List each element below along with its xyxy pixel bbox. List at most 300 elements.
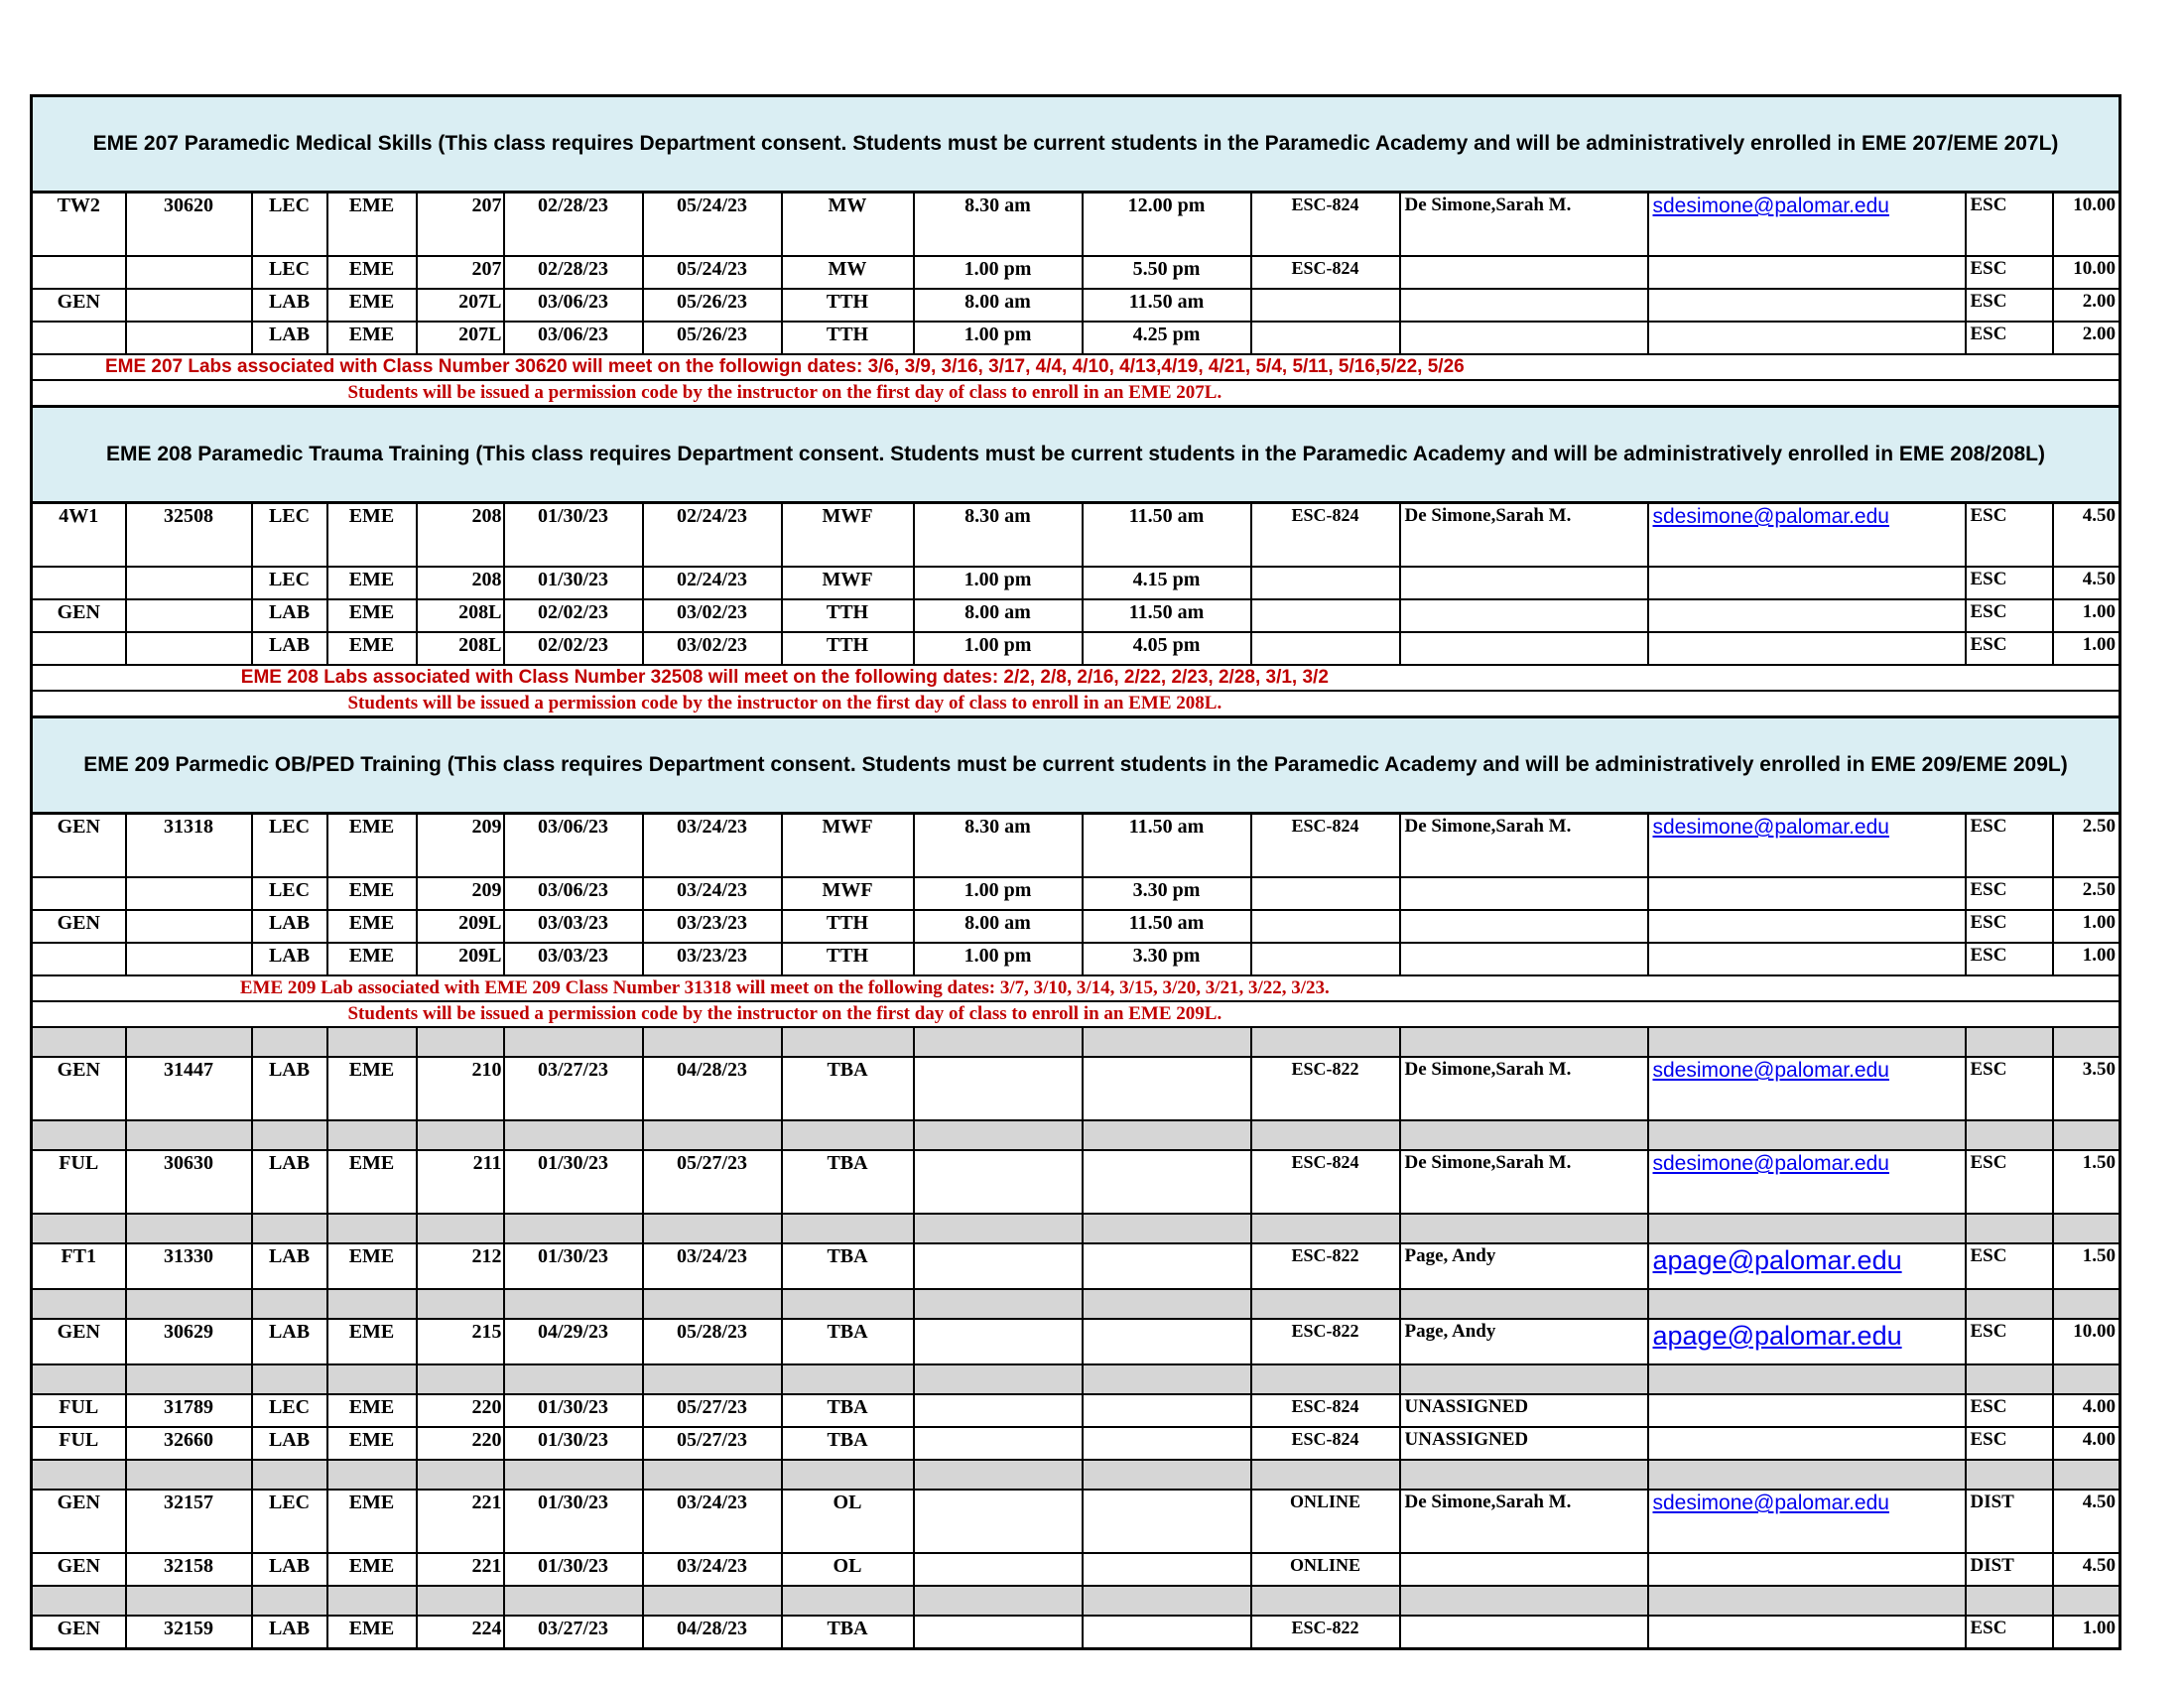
spacer-cell bbox=[1083, 1027, 1251, 1057]
cell-days: MWF bbox=[782, 567, 914, 599]
cell-units: 2.00 bbox=[2053, 289, 2120, 322]
email-link[interactable]: sdesimone@palomar.edu bbox=[1652, 1152, 1889, 1175]
cell-days: MW bbox=[782, 256, 914, 289]
cell-end_time bbox=[1083, 1427, 1251, 1460]
cell-end_date: 02/24/23 bbox=[643, 567, 782, 599]
cell-campus: ESC bbox=[1966, 193, 2053, 257]
cell-email bbox=[1648, 1490, 1966, 1553]
cell-instructor bbox=[1400, 877, 1648, 910]
cell-start_time: 1.00 pm bbox=[914, 943, 1083, 975]
section-header: EME 209 Parmedic OB/PED Training (This class requires Department consent. Students must be current students in the Paramedic Academy and will be administratively enrolled in EME 209/EME 209L) bbox=[32, 717, 2120, 814]
spacer-cell bbox=[417, 1120, 504, 1150]
cell-days: TTH bbox=[782, 289, 914, 322]
note-row bbox=[32, 1001, 2120, 1027]
class-row bbox=[32, 1553, 2120, 1586]
cell-start_date: 01/30/23 bbox=[504, 1394, 643, 1427]
cell-session bbox=[32, 877, 126, 910]
cell-campus: ESC bbox=[1966, 1394, 2053, 1427]
cell-class_number: 32158 bbox=[126, 1553, 252, 1586]
class-row bbox=[32, 503, 2120, 568]
spacer-row bbox=[32, 1289, 2120, 1319]
cell-end_date: 05/26/23 bbox=[643, 322, 782, 354]
spacer-cell bbox=[782, 1289, 914, 1319]
spacer-row bbox=[32, 1120, 2120, 1150]
cell-class_number bbox=[126, 943, 252, 975]
spacer-cell bbox=[2053, 1364, 2120, 1394]
cell-course: 215 bbox=[417, 1319, 504, 1364]
cell-start_date: 03/06/23 bbox=[504, 289, 643, 322]
cell-end_time: 4.25 pm bbox=[1083, 322, 1251, 354]
cell-dept: EME bbox=[327, 1150, 417, 1214]
cell-instructor bbox=[1400, 910, 1648, 943]
cell-end_time bbox=[1083, 1553, 1251, 1586]
spacer-cell bbox=[32, 1027, 126, 1057]
note-text: EME 209 Lab associated with EME 209 Class Number 31318 will meet on the following dates: 3/7, 3/10, 3/14, 3/15, 3/20, 3/21, 3/22, 3/23. bbox=[239, 977, 1330, 998]
cell-class_number bbox=[126, 567, 252, 599]
cell-days: TTH bbox=[782, 599, 914, 632]
class-row bbox=[32, 877, 2120, 910]
cell-dept: EME bbox=[327, 567, 417, 599]
cell-start_time bbox=[914, 1490, 1083, 1553]
spacer-cell bbox=[1400, 1586, 1648, 1616]
cell-start_date: 03/03/23 bbox=[504, 910, 643, 943]
cell-start_time: 1.00 pm bbox=[914, 567, 1083, 599]
cell-units: 10.00 bbox=[2053, 256, 2120, 289]
spacer-cell bbox=[32, 1460, 126, 1490]
cell-start_time: 8.00 am bbox=[914, 910, 1083, 943]
cell-days: TTH bbox=[782, 943, 914, 975]
spacer-cell bbox=[914, 1289, 1083, 1319]
spacer-cell bbox=[417, 1586, 504, 1616]
spacer-cell bbox=[643, 1214, 782, 1243]
spacer-cell bbox=[643, 1027, 782, 1057]
spacer-cell bbox=[914, 1027, 1083, 1057]
class-row bbox=[32, 567, 2120, 599]
cell-class_number bbox=[126, 910, 252, 943]
cell-type: LAB bbox=[252, 1427, 327, 1460]
spacer-cell bbox=[1083, 1586, 1251, 1616]
cell-session: GEN bbox=[32, 1057, 126, 1120]
cell-end_date: 05/27/23 bbox=[643, 1427, 782, 1460]
spacer-cell bbox=[327, 1027, 417, 1057]
cell-session bbox=[32, 567, 126, 599]
cell-end_date: 03/23/23 bbox=[643, 943, 782, 975]
cell-campus: ESC bbox=[1966, 943, 2053, 975]
cell-units: 1.00 bbox=[2053, 1616, 2120, 1649]
cell-start_date: 01/30/23 bbox=[504, 1243, 643, 1289]
spacer-cell bbox=[1648, 1460, 1966, 1490]
cell-start_date: 03/06/23 bbox=[504, 322, 643, 354]
cell-days: MWF bbox=[782, 877, 914, 910]
cell-start_date: 03/03/23 bbox=[504, 943, 643, 975]
cell-start_date: 02/28/23 bbox=[504, 256, 643, 289]
cell-units: 10.00 bbox=[2053, 1319, 2120, 1364]
cell-instructor: De Simone,Sarah M. bbox=[1400, 1490, 1648, 1553]
cell-room bbox=[1251, 632, 1400, 665]
cell-start_date: 01/30/23 bbox=[504, 567, 643, 599]
cell-instructor: De Simone,Sarah M. bbox=[1400, 193, 1648, 257]
cell-class_number bbox=[126, 632, 252, 665]
cell-dept: EME bbox=[327, 599, 417, 632]
spacer-cell bbox=[504, 1586, 643, 1616]
spacer-cell bbox=[32, 1120, 126, 1150]
cell-start_time bbox=[914, 1616, 1083, 1649]
spacer-cell bbox=[914, 1214, 1083, 1243]
cell-class_number bbox=[126, 289, 252, 322]
cell-email bbox=[1648, 943, 1966, 975]
cell-units: 1.50 bbox=[2053, 1150, 2120, 1214]
cell-instructor bbox=[1400, 943, 1648, 975]
cell-type: LAB bbox=[252, 1150, 327, 1214]
cell-dept: EME bbox=[327, 1319, 417, 1364]
cell-session: FUL bbox=[32, 1427, 126, 1460]
cell-course: 207 bbox=[417, 193, 504, 257]
cell-email bbox=[1648, 322, 1966, 354]
cell-course: 212 bbox=[417, 1243, 504, 1289]
cell-instructor bbox=[1400, 567, 1648, 599]
cell-start_date: 02/02/23 bbox=[504, 632, 643, 665]
note-row bbox=[32, 665, 2120, 691]
cell-session: FUL bbox=[32, 1394, 126, 1427]
cell-start_date: 04/29/23 bbox=[504, 1319, 643, 1364]
cell-course: 208 bbox=[417, 503, 504, 568]
cell-units: 4.50 bbox=[2053, 503, 2120, 568]
cell-start_time: 8.00 am bbox=[914, 289, 1083, 322]
spacer-row bbox=[32, 1364, 2120, 1394]
cell-start_time: 1.00 pm bbox=[914, 632, 1083, 665]
cell-session bbox=[32, 632, 126, 665]
cell-end_date: 04/28/23 bbox=[643, 1057, 782, 1120]
email-link[interactable]: sdesimone@palomar.edu bbox=[1652, 505, 1889, 528]
spacer-cell bbox=[252, 1120, 327, 1150]
section-header: EME 207 Paramedic Medical Skills (This class requires Department consent. Students must be current students in the Paramedic Academy and will be administratively enrolled in EME 207/EME 207L) bbox=[32, 96, 2120, 193]
cell-session: GEN bbox=[32, 599, 126, 632]
spacer-row bbox=[32, 1586, 2120, 1616]
spacer-cell bbox=[2053, 1214, 2120, 1243]
spacer-row bbox=[32, 1027, 2120, 1057]
email-link[interactable]: sdesimone@palomar.edu bbox=[1652, 195, 1889, 217]
cell-type: LEC bbox=[252, 814, 327, 878]
class-row bbox=[32, 632, 2120, 665]
schedule-table bbox=[30, 94, 2121, 1650]
spacer-cell bbox=[32, 1214, 126, 1243]
cell-days: OL bbox=[782, 1490, 914, 1553]
spacer-cell bbox=[1648, 1289, 1966, 1319]
cell-dept: EME bbox=[327, 1394, 417, 1427]
cell-email bbox=[1648, 1394, 1966, 1427]
cell-start_time: 8.30 am bbox=[914, 503, 1083, 568]
cell-room bbox=[1251, 910, 1400, 943]
spacer-cell bbox=[504, 1364, 643, 1394]
cell-dept: EME bbox=[327, 503, 417, 568]
cell-session bbox=[32, 256, 126, 289]
cell-email bbox=[1648, 1427, 1966, 1460]
cell-session: GEN bbox=[32, 289, 126, 322]
note-cell bbox=[32, 380, 2120, 407]
class-row bbox=[32, 814, 2120, 878]
email-link[interactable]: sdesimone@palomar.edu bbox=[1652, 1492, 1889, 1514]
cell-session: GEN bbox=[32, 1553, 126, 1586]
cell-end_time bbox=[1083, 1616, 1251, 1649]
cell-end_time: 3.30 pm bbox=[1083, 877, 1251, 910]
spacer-cell bbox=[252, 1364, 327, 1394]
cell-end_date: 05/24/23 bbox=[643, 193, 782, 257]
spacer-cell bbox=[1648, 1120, 1966, 1150]
cell-instructor: De Simone,Sarah M. bbox=[1400, 1150, 1648, 1214]
cell-campus: ESC bbox=[1966, 1243, 2053, 1289]
class-row bbox=[32, 1427, 2120, 1460]
cell-room bbox=[1251, 567, 1400, 599]
cell-room: ONLINE bbox=[1251, 1490, 1400, 1553]
cell-campus: DIST bbox=[1966, 1490, 2053, 1553]
spacer-cell bbox=[504, 1120, 643, 1150]
cell-end_time: 11.50 am bbox=[1083, 599, 1251, 632]
cell-days: TBA bbox=[782, 1319, 914, 1364]
cell-room: ONLINE bbox=[1251, 1553, 1400, 1586]
spacer-cell bbox=[643, 1364, 782, 1394]
spacer-cell bbox=[2053, 1027, 2120, 1057]
cell-email bbox=[1648, 503, 1966, 568]
cell-class_number: 30620 bbox=[126, 193, 252, 257]
class-row bbox=[32, 599, 2120, 632]
spacer-cell bbox=[1648, 1586, 1966, 1616]
cell-start_time: 8.30 am bbox=[914, 814, 1083, 878]
spacer-cell bbox=[1400, 1214, 1648, 1243]
cell-room: ESC-824 bbox=[1251, 1394, 1400, 1427]
spacer-cell bbox=[1966, 1027, 2053, 1057]
cell-campus: ESC bbox=[1966, 322, 2053, 354]
cell-units: 2.50 bbox=[2053, 814, 2120, 878]
cell-instructor: UNASSIGNED bbox=[1400, 1427, 1648, 1460]
cell-type: LAB bbox=[252, 943, 327, 975]
cell-start_date: 01/30/23 bbox=[504, 503, 643, 568]
cell-dept: EME bbox=[327, 814, 417, 878]
cell-course: 207L bbox=[417, 289, 504, 322]
cell-units: 4.50 bbox=[2053, 1490, 2120, 1553]
cell-instructor: UNASSIGNED bbox=[1400, 1394, 1648, 1427]
spacer-cell bbox=[126, 1214, 252, 1243]
cell-course: 209L bbox=[417, 910, 504, 943]
note-text: EME 207 Labs associated with Class Number 30620 will meet on the followign dates: 3/6, 3/9, 3/16, 3/17, 4/4, 4/10, 4/13,4/19, 4/21, 5/4, 5/11, 5/16,5/22, 5/26 bbox=[104, 356, 1465, 377]
spacer-cell bbox=[417, 1289, 504, 1319]
spacer-cell bbox=[126, 1364, 252, 1394]
cell-start_date: 01/30/23 bbox=[504, 1490, 643, 1553]
cell-class_number bbox=[126, 877, 252, 910]
cell-start_time bbox=[914, 1427, 1083, 1460]
cell-start_time: 8.00 am bbox=[914, 599, 1083, 632]
cell-end_time: 3.30 pm bbox=[1083, 943, 1251, 975]
cell-session: GEN bbox=[32, 814, 126, 878]
spacer-cell bbox=[327, 1120, 417, 1150]
spacer-cell bbox=[1400, 1027, 1648, 1057]
cell-end_time bbox=[1083, 1319, 1251, 1364]
cell-type: LAB bbox=[252, 910, 327, 943]
cell-start_time: 1.00 pm bbox=[914, 256, 1083, 289]
spacer-cell bbox=[1251, 1586, 1400, 1616]
cell-start_time bbox=[914, 1553, 1083, 1586]
cell-email bbox=[1648, 1057, 1966, 1120]
spacer-cell bbox=[327, 1364, 417, 1394]
cell-room bbox=[1251, 877, 1400, 910]
cell-email bbox=[1648, 910, 1966, 943]
spacer-cell bbox=[32, 1364, 126, 1394]
cell-start_time bbox=[914, 1243, 1083, 1289]
cell-days: TBA bbox=[782, 1394, 914, 1427]
cell-campus: ESC bbox=[1966, 910, 2053, 943]
cell-units: 1.00 bbox=[2053, 943, 2120, 975]
spacer-cell bbox=[1251, 1364, 1400, 1394]
note-row bbox=[32, 975, 2120, 1001]
cell-days: MW bbox=[782, 193, 914, 257]
cell-class_number: 31789 bbox=[126, 1394, 252, 1427]
email-link[interactable]: sdesimone@palomar.edu bbox=[1652, 816, 1889, 839]
cell-instructor bbox=[1400, 256, 1648, 289]
spacer-cell bbox=[252, 1586, 327, 1616]
spacer-cell bbox=[914, 1120, 1083, 1150]
cell-dept: EME bbox=[327, 943, 417, 975]
cell-units: 2.50 bbox=[2053, 877, 2120, 910]
cell-end_date: 04/28/23 bbox=[643, 1616, 782, 1649]
note-row bbox=[32, 354, 2120, 380]
spacer-cell bbox=[1966, 1460, 2053, 1490]
spacer-cell bbox=[1966, 1364, 2053, 1394]
spacer-cell bbox=[1966, 1586, 2053, 1616]
cell-type: LAB bbox=[252, 1319, 327, 1364]
spacer-cell bbox=[1251, 1120, 1400, 1150]
cell-units: 10.00 bbox=[2053, 193, 2120, 257]
cell-start_time bbox=[914, 1150, 1083, 1214]
cell-units: 2.00 bbox=[2053, 322, 2120, 354]
cell-campus: ESC bbox=[1966, 814, 2053, 878]
cell-room: ESC-824 bbox=[1251, 1150, 1400, 1214]
cell-course: 224 bbox=[417, 1616, 504, 1649]
cell-campus: ESC bbox=[1966, 1616, 2053, 1649]
spacer-cell bbox=[252, 1460, 327, 1490]
cell-session bbox=[32, 943, 126, 975]
cell-class_number: 31447 bbox=[126, 1057, 252, 1120]
cell-end_time: 5.50 pm bbox=[1083, 256, 1251, 289]
cell-end_date: 05/24/23 bbox=[643, 256, 782, 289]
note-text: EME 208 Labs associated with Class Number 32508 will meet on the following dates: 2/2, 2/8, 2/16, 2/22, 2/23, 2/28, 3/1, 3/2 bbox=[240, 667, 1329, 688]
cell-room: ESC-822 bbox=[1251, 1616, 1400, 1649]
cell-end_date: 03/24/23 bbox=[643, 1553, 782, 1586]
cell-end_date: 03/23/23 bbox=[643, 910, 782, 943]
class-row bbox=[32, 1057, 2120, 1120]
cell-dept: EME bbox=[327, 877, 417, 910]
cell-campus: ESC bbox=[1966, 599, 2053, 632]
cell-units: 4.00 bbox=[2053, 1394, 2120, 1427]
class-row bbox=[32, 1319, 2120, 1364]
cell-days: MWF bbox=[782, 814, 914, 878]
spacer-cell bbox=[1083, 1460, 1251, 1490]
cell-campus: ESC bbox=[1966, 877, 2053, 910]
cell-room: ESC-824 bbox=[1251, 256, 1400, 289]
spacer-row bbox=[32, 1460, 2120, 1490]
cell-course: 208 bbox=[417, 567, 504, 599]
cell-end_time bbox=[1083, 1394, 1251, 1427]
email-link[interactable]: apage@palomar.edu bbox=[1652, 1321, 1902, 1351]
cell-days: TTH bbox=[782, 632, 914, 665]
cell-type: LAB bbox=[252, 1616, 327, 1649]
spacer-cell bbox=[327, 1586, 417, 1616]
cell-email bbox=[1648, 599, 1966, 632]
cell-start_time bbox=[914, 1394, 1083, 1427]
email-link[interactable]: apage@palomar.edu bbox=[1652, 1245, 1902, 1275]
spacer-cell bbox=[327, 1214, 417, 1243]
class-row bbox=[32, 910, 2120, 943]
cell-end_time: 11.50 am bbox=[1083, 910, 1251, 943]
cell-campus: ESC bbox=[1966, 1150, 2053, 1214]
spacer-cell bbox=[643, 1120, 782, 1150]
cell-class_number bbox=[126, 256, 252, 289]
cell-dept: EME bbox=[327, 910, 417, 943]
spacer-cell bbox=[782, 1214, 914, 1243]
cell-end_time: 11.50 am bbox=[1083, 289, 1251, 322]
cell-instructor bbox=[1400, 289, 1648, 322]
cell-type: LEC bbox=[252, 193, 327, 257]
spacer-cell bbox=[126, 1586, 252, 1616]
cell-campus: ESC bbox=[1966, 256, 2053, 289]
cell-start_time: 1.00 pm bbox=[914, 877, 1083, 910]
spacer-cell bbox=[1400, 1120, 1648, 1150]
cell-room: ESC-824 bbox=[1251, 1427, 1400, 1460]
class-row bbox=[32, 1394, 2120, 1427]
cell-units: 1.00 bbox=[2053, 632, 2120, 665]
spacer-cell bbox=[914, 1460, 1083, 1490]
cell-units: 4.50 bbox=[2053, 567, 2120, 599]
cell-end_date: 03/24/23 bbox=[643, 814, 782, 878]
spacer-cell bbox=[1400, 1460, 1648, 1490]
spacer-cell bbox=[126, 1027, 252, 1057]
cell-email bbox=[1648, 1616, 1966, 1649]
schedule-table-body bbox=[32, 96, 2120, 1649]
cell-room: ESC-824 bbox=[1251, 814, 1400, 878]
cell-days: TBA bbox=[782, 1616, 914, 1649]
cell-course: 221 bbox=[417, 1490, 504, 1553]
spacer-cell bbox=[1966, 1289, 2053, 1319]
cell-campus: ESC bbox=[1966, 503, 2053, 568]
cell-end_time: 11.50 am bbox=[1083, 503, 1251, 568]
cell-campus: ESC bbox=[1966, 567, 2053, 599]
cell-class_number: 31330 bbox=[126, 1243, 252, 1289]
class-row bbox=[32, 1243, 2120, 1289]
cell-course: 220 bbox=[417, 1427, 504, 1460]
spacer-cell bbox=[417, 1027, 504, 1057]
cell-type: LEC bbox=[252, 256, 327, 289]
email-link[interactable]: sdesimone@palomar.edu bbox=[1652, 1059, 1889, 1082]
spacer-cell bbox=[417, 1460, 504, 1490]
cell-email bbox=[1648, 632, 1966, 665]
note-cell bbox=[32, 1001, 2120, 1027]
cell-campus: ESC bbox=[1966, 1057, 2053, 1120]
cell-session: GEN bbox=[32, 910, 126, 943]
cell-start_date: 03/27/23 bbox=[504, 1616, 643, 1649]
cell-end_date: 03/02/23 bbox=[643, 632, 782, 665]
cell-course: 209 bbox=[417, 877, 504, 910]
cell-course: 211 bbox=[417, 1150, 504, 1214]
note-cell bbox=[32, 691, 2120, 717]
cell-session: TW2 bbox=[32, 193, 126, 257]
spacer-cell bbox=[782, 1586, 914, 1616]
spacer-cell bbox=[504, 1027, 643, 1057]
note-cell bbox=[32, 665, 2120, 691]
cell-room bbox=[1251, 599, 1400, 632]
note-row bbox=[32, 691, 2120, 717]
spacer-cell bbox=[782, 1364, 914, 1394]
note-text: Students will be issued a permission code by the instructor on the first day of class to enroll in an EME 207L. bbox=[347, 382, 1222, 403]
cell-start_time: 8.30 am bbox=[914, 193, 1083, 257]
note-cell bbox=[32, 975, 2120, 1001]
